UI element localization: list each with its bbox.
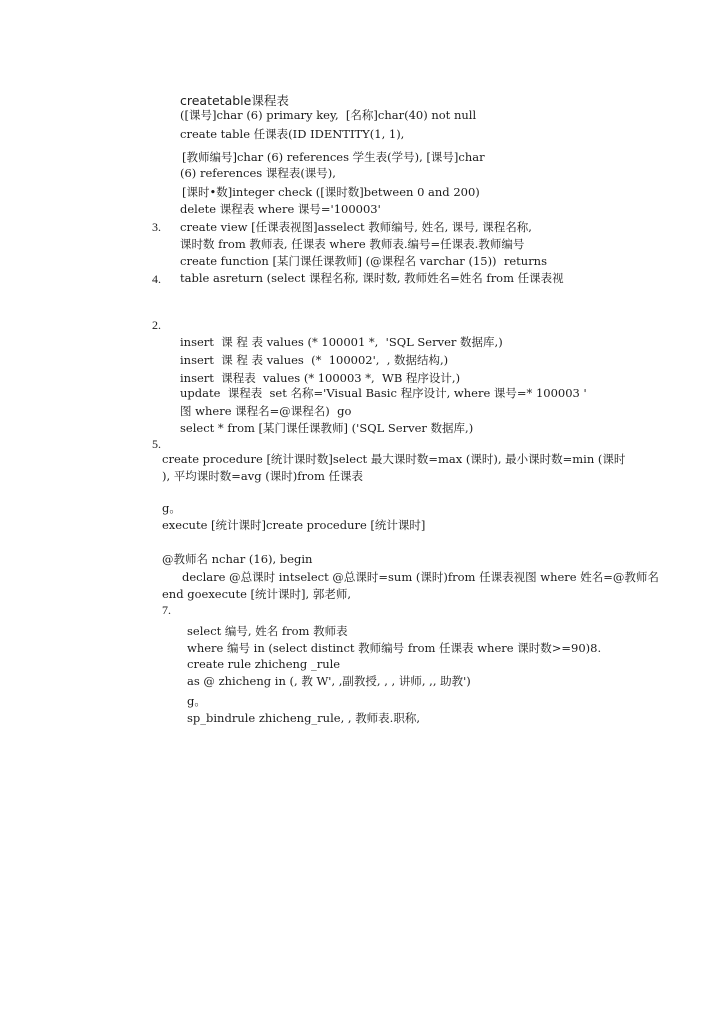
doc-line: 课时数 from 教师表, 任课表 where 教师表.编号=任课表.教师编号 [180,237,525,251]
doc-line: insert 课 程 表 values (* 100002', , 数据结构,) [180,353,449,367]
section-number: 2. [152,318,161,332]
doc-line: insert 课 程 表 values (* 100001 *, 'SQL Server 数据库,) [180,335,503,349]
doc-line: (6) references 课程表(课号), [180,166,336,180]
doc-line: createtable课程表 [180,93,289,108]
doc-line: table asreturn (select 课程名称, 课时数, 教师姓名=姓名 from 任课表视 [180,271,564,285]
doc-line: execute [统计课时]create procedure [统计课时] [162,518,426,532]
doc-line: create table 任课表(ID IDENTITY(1, 1), [180,127,405,141]
doc-line: ), 平均课时数=avg (课时)from 任课表 [162,469,364,483]
doc-line: g。 [187,694,206,708]
doc-line: delete 课程表 where 课号='100003' [180,202,381,216]
doc-line: declare @总课时 intselect @总课时=sum (课时)from 任课表视图 where 姓名=@教师名 [182,570,659,584]
section-number: 3. [152,220,161,234]
doc-line: insert 课程表 values (* 100003 *, WB 程序设计,) [180,371,461,385]
doc-line: g。 [162,501,181,515]
doc-line: sp_bindrule zhicheng_rule, , 教师表.职称, [187,711,420,725]
doc-line: [教师编号]char (6) references 学生表(学号), [课号]char [182,150,485,164]
doc-line: create view [任课表视图]asselect 教师编号, 姓名, 课号, 课程名称, [180,220,532,234]
doc-line: end goexecute [统计课时], 郭老师, [162,587,351,601]
doc-line: select * from [某门课任课教师] ('SQL Server 数据库,) [180,421,474,435]
doc-line: [课时•数]integer check ([课时数]between 0 and 200) [182,185,480,199]
doc-line: @教师名 nchar (16), begin [162,552,313,566]
doc-line: 图 where 课程名=@课程名) go [180,404,352,418]
section-number: 7. [162,603,171,617]
doc-line: create procedure [统计课时数]select 最大课时数=max (课时), 最小课时数=min (课时 [162,452,626,466]
doc-line: where 编号 in (select distinct 教师编号 from 任课表 where 课时数>=90)8. [187,641,602,655]
doc-line: select 编号, 姓名 from 教师表 [187,624,348,638]
doc-line: update 课程表 set 名称='Visual Basic 程序设计, where 课号=* 100003 ' [180,386,587,400]
doc-line: create function [某门课任课教师] (@课程名 varchar (15)) returns [180,254,547,268]
section-number: 5. [152,437,161,451]
doc-line: ([课号]char (6) primary key, [名称]char(40) not null [180,108,477,122]
doc-line: as @ zhicheng in (, 教 W', ,副教授, , , 讲师, ,, 助教') [187,674,471,688]
section-number: 4. [152,272,161,286]
doc-line: create rule zhicheng _rule [187,657,341,671]
